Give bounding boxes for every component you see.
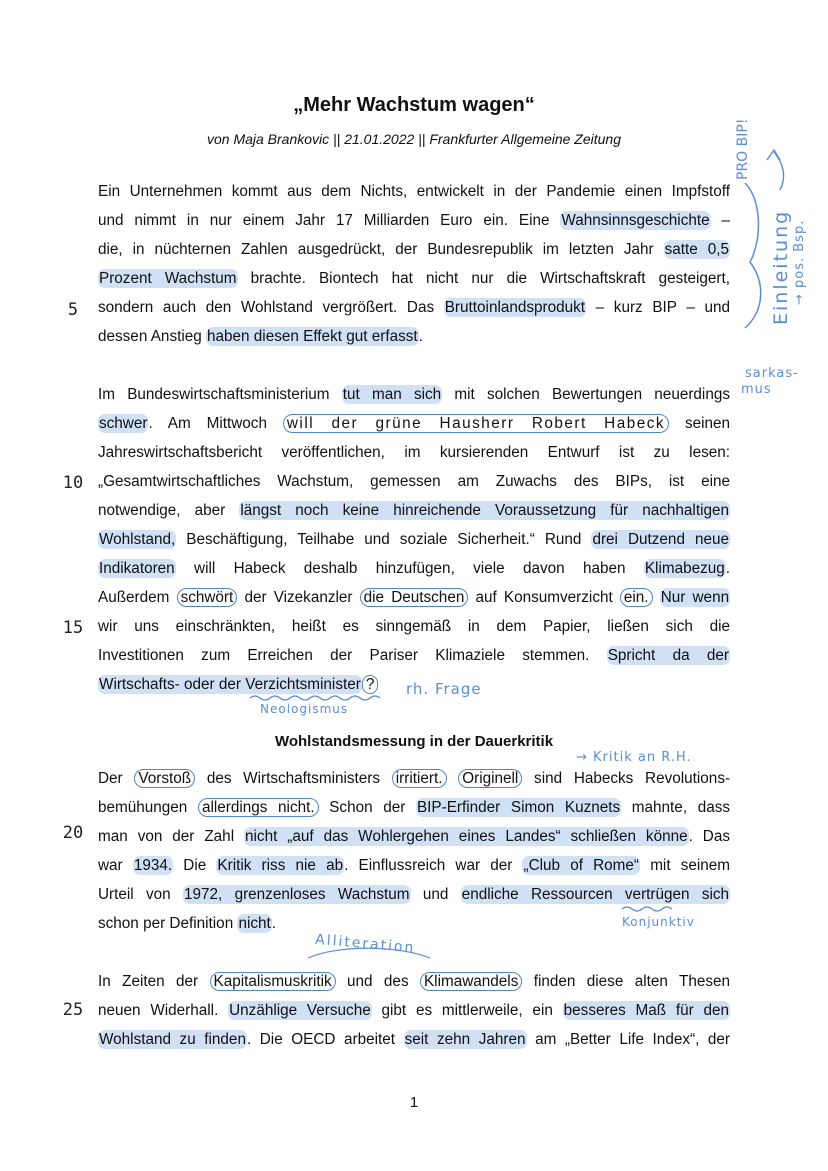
highlight: nicht — [238, 915, 271, 932]
highlight: Wirtschafts- oder der Verzichtsminister — [99, 676, 361, 693]
highlight: Spricht da der — [607, 647, 730, 664]
highlight: nicht „auf das Wohlergehen eines Landes“ schließen könne — [245, 828, 688, 845]
circled-word: Klimawandels — [420, 972, 522, 991]
annotation-einleitung: Einleitung — [770, 209, 792, 325]
annotation-sarkasmus: sarkas- — [745, 366, 799, 381]
highlight: Unzählige Versuche — [229, 1002, 371, 1019]
text-line: die, in nüchternen Zahlen ausgedrückt, der Bundesrepublik im letzten Jahr satte 0,5 — [98, 241, 729, 258]
highlight: Indikatoren — [99, 560, 175, 577]
line-number: 25 — [62, 1000, 84, 1020]
highlight: 1934. — [133, 857, 173, 874]
line-number: 10 — [62, 473, 84, 493]
circled-word: schwört — [177, 588, 238, 607]
highlight: Wohlstand zu finden — [99, 1031, 246, 1048]
text-line: Ein Unternehmen kommt aus dem Nichts, entwickelt in der Pandemie einen Impfstoff — [98, 183, 730, 200]
text-line: „Gesamtwirtschaftliches Wachstum, gemessen am Zuwachs des BIPs, ist eine — [98, 473, 730, 490]
text-line: Wohlstand, Beschäftigung, Teilhabe und soziale Sicherheit.“ Rund drei Dutzend neue — [99, 531, 730, 548]
text-line: Außerdem schwört der Vizekanzler die Deutschen auf Konsumverzicht ein. Nur wenn — [98, 589, 730, 606]
highlight: Bruttoinlandsprodukt — [444, 299, 586, 316]
page-number: 1 — [409, 1094, 419, 1111]
text-line: und nimmt in nur einem Jahr 17 Milliarden Euro ein. Eine Wahnsinnsgeschichte – — [98, 212, 731, 229]
highlight: seit zehn Jahren — [404, 1031, 526, 1048]
text-line: Im Bundeswirtschaftsministerium tut man sich mit solchen Bewertungen neuerdings — [98, 386, 730, 403]
circled-word: Originell — [458, 769, 522, 788]
highlight: Klimabezug — [644, 560, 725, 577]
text-line: notwendige, aber längst noch keine hinreichende Voraussetzung für nachhaltigen — [98, 502, 730, 519]
annotation-alliteration: Alliteration — [314, 931, 417, 957]
text-line: Indikatoren will Habeck deshalb hinzufügen, viele davon haben Klimabezug. — [99, 560, 731, 577]
annotation-konjunktiv: Konjunktiv — [622, 915, 695, 929]
text-line: In Zeiten der Kapitalismuskritik und des Klimawandels finden diese alten Thesen — [98, 973, 730, 990]
annotation-sarkasmus-2: mus — [741, 382, 772, 397]
article-title: „Mehr Wachstum wagen“ — [293, 94, 535, 116]
circled-word: ein. — [620, 588, 653, 607]
text-line: schwer. Am Mittwoch will der grüne Hausherr Robert Habeck seinen — [99, 415, 731, 432]
highlight: 1972, grenzenloses Wachstum — [183, 886, 410, 903]
highlight: satte 0,5 — [664, 241, 729, 258]
paragraph-1 — [98, 177, 730, 351]
highlight: Wahnsinnsgeschichte — [561, 212, 710, 229]
text-line: Urteil von 1972, grenzenloses Wachstum und endliche Ressourcen vertrügen sich — [98, 886, 730, 903]
highlight: Nur wenn — [660, 589, 730, 606]
annotation-neologismus: Neologismus — [260, 702, 349, 716]
paragraph-2 — [98, 380, 730, 699]
highlight: längst noch keine hinreichende Voraussetzung für nachhaltigen — [240, 502, 730, 519]
highlight: Prozent Wachstum — [99, 270, 237, 287]
highlight: besseres Maß für den — [563, 1002, 730, 1019]
text-line: Investitionen zum Erreichen der Pariser Klimaziele stemmen. Spricht da der — [98, 647, 730, 664]
text-line: wir uns einschränkten, heißt es sinngemäß in dem Papier, ließen sich die — [98, 618, 730, 635]
annotation-pos-bsp: → pos. Bsp. — [792, 219, 807, 305]
arrow-to-pro-bip — [767, 150, 784, 190]
circled-word: irritiert. — [392, 769, 447, 788]
bracket-einleitung — [745, 183, 761, 328]
highlight: Wohlstand, — [99, 531, 176, 548]
highlight: tut man sich — [342, 386, 442, 403]
paragraph-3 — [98, 764, 730, 938]
circled-word: Vorstoß — [134, 769, 195, 788]
article-byline: von Maja Brankovic || 21.01.2022 || Frankfurter Allgemeine Zeitung — [206, 131, 622, 147]
circled-phrase: die Deutschen — [360, 588, 469, 607]
section-heading: Wohlstandsmessung in der Dauerkritik — [274, 733, 554, 750]
annotation-pro-bip: PRO BIP! — [735, 118, 751, 180]
circled-word: Kapitalismuskritik — [210, 972, 336, 991]
annotation-rh-frage: rh. Frage — [406, 680, 482, 698]
highlight: Kritik riss nie ab — [217, 857, 344, 874]
highlight: BIP-Erfinder Simon Kuznets — [416, 799, 621, 816]
text-line: Prozent Wachstum brachte. Biontech hat nicht nur die Wirtschaftskraft gesteigert, — [99, 270, 731, 287]
text-line: sondern auch den Wohlstand vergrößert. Das Bruttoinlandsprodukt – kurz BIP – und — [98, 299, 730, 316]
paragraph-4 — [98, 967, 730, 1054]
circled-phrase: allerdings nicht. — [198, 798, 319, 817]
line-number: 20 — [62, 823, 84, 843]
annotation-kritik-an-rh: → Kritik an R.H. — [576, 750, 692, 765]
highlight: „Club of Rome“ — [523, 857, 640, 874]
line-number: 5 — [67, 300, 79, 320]
text-line: war 1934. Die Kritik riss nie ab. Einflussreich war der „Club of Rome“ mit seinem — [98, 857, 731, 874]
highlight: schwer — [99, 415, 148, 432]
text-line: neuen Widerhall. Unzählige Versuche gibt es mittlerweile, ein besseres Maß für den — [98, 1002, 730, 1019]
highlight: haben diesen Effekt gut erfasst — [207, 328, 418, 345]
text-line: bemühungen allerdings nicht. Schon der BIP-Erfinder Simon Kuznets mahnte, dass — [98, 799, 731, 816]
highlight: endliche Ressourcen vertrügen sich — [461, 886, 730, 903]
text-line: man von der Zahl nicht „auf das Wohlergehen eines Landes“ schließen könne. Das — [98, 828, 730, 845]
text-line: Der Vorstoß des Wirtschaftsministers irritiert. Originell sind Habecks Revolutions- — [98, 770, 731, 787]
circled-question-mark: ? — [362, 675, 379, 694]
line-number: 15 — [62, 618, 84, 638]
highlight: drei Dutzend neue — [592, 531, 730, 548]
text-line: schon per Definition nicht. — [98, 915, 277, 932]
circled-phrase: will der grüne Hausherr Robert Habeck — [283, 414, 669, 433]
text-line: Wohlstand zu finden. Die OECD arbeitet seit zehn Jahren am „Better Life Index“, der — [99, 1031, 730, 1048]
text-line: dessen Anstieg haben diesen Effekt gut erfasst. — [98, 328, 423, 345]
text-line: Jahreswirtschaftsbericht veröffentlichen, im kursierenden Entwurf ist zu lesen: — [98, 444, 730, 461]
